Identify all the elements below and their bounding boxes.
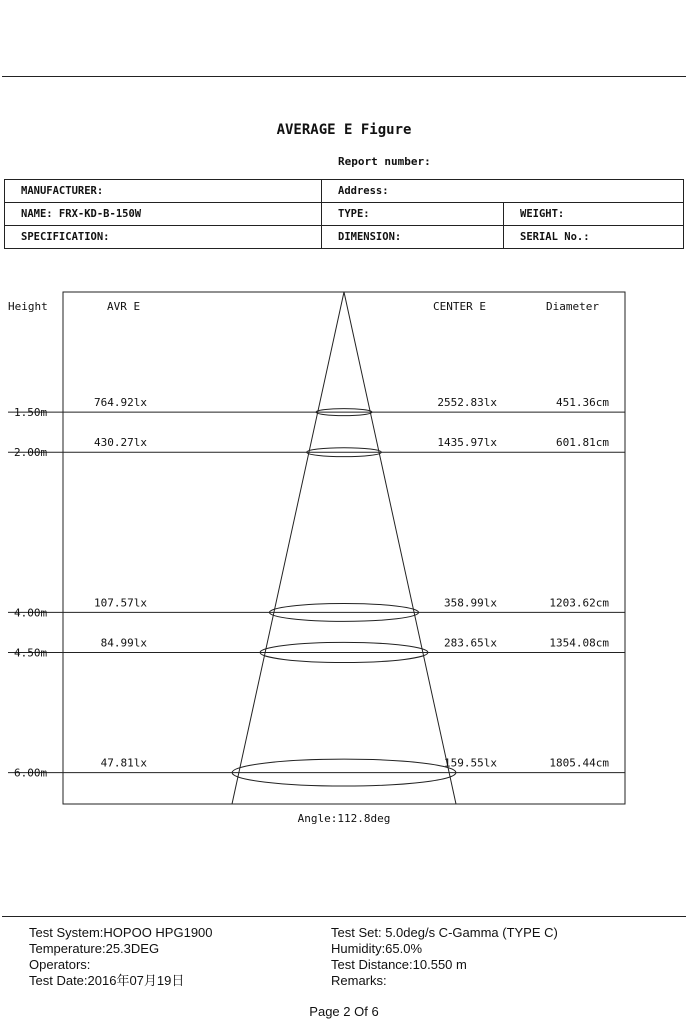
temperature: Temperature:25.3DEG — [29, 941, 160, 956]
operators: Operators: — [29, 957, 91, 972]
height-label: 4.00m — [14, 606, 48, 620]
footer-rule — [2, 916, 686, 917]
remarks: Remarks: — [331, 973, 387, 988]
avr-e-value: 430.27lx — [94, 436, 147, 450]
diameter-value: 1354.08cm — [549, 636, 609, 650]
name-cell: NAME: FRX-KD-B-150W — [5, 203, 322, 226]
height-label: 2.00m — [14, 446, 48, 460]
avr-e-value: 84.99lx — [100, 636, 147, 650]
center-e-value: 2552.83lx — [437, 396, 497, 410]
page-title: AVERAGE E Figure — [276, 122, 412, 138]
column-header-height: Height — [8, 300, 48, 313]
average-e-chart — [0, 285, 688, 830]
test-date: Test Date:2016年07月19日 — [29, 973, 185, 988]
dimension-cell: DIMENSION: — [322, 226, 504, 249]
column-header-avr-e: AVR E — [107, 300, 141, 313]
info-table — [4, 179, 684, 249]
center-e-value: 159.55lx — [444, 756, 497, 770]
diameter-value: 601.81cm — [556, 436, 609, 450]
serial-cell: SERIAL No.: — [504, 226, 684, 249]
test-system: Test System:HOPOO HPG1900 — [29, 925, 213, 940]
diameter-value: 451.36cm — [556, 396, 609, 410]
test-set: Test Set: 5.0deg/s C-Gamma (TYPE C) — [331, 925, 558, 940]
cone-right-edge — [344, 292, 456, 804]
height-label: 1.50m — [14, 406, 48, 420]
footer-right — [331, 925, 558, 989]
avr-e-value: 764.92lx — [94, 396, 147, 410]
address-cell: Address: — [322, 180, 684, 203]
cone-left-edge — [232, 292, 344, 804]
avr-e-value: 47.81lx — [100, 756, 147, 770]
beam-angle-label: Angle:112.8deg — [297, 812, 391, 825]
diameter-value: 1203.62cm — [549, 596, 609, 610]
center-e-value: 1435.97lx — [437, 436, 497, 450]
humidity: Humidity:65.0% — [331, 941, 423, 956]
footer-left — [29, 925, 213, 989]
weight-cell: WEIGHT: — [504, 203, 684, 226]
type-cell: TYPE: — [322, 203, 504, 226]
top-rule — [2, 76, 686, 77]
test-distance: Test Distance:10.550 m — [331, 957, 467, 972]
column-header-diameter: Diameter — [546, 300, 599, 313]
height-label: 6.00m — [14, 766, 48, 780]
column-header-center-e: CENTER E — [433, 300, 486, 313]
diameter-value: 1805.44cm — [549, 756, 609, 770]
level-rows — [8, 396, 625, 786]
avr-e-value: 107.57lx — [94, 596, 147, 610]
specification-cell: SPECIFICATION: — [5, 226, 322, 249]
height-label: 4.50m — [14, 646, 48, 660]
report-number-label: Report number: — [338, 155, 431, 168]
manufacturer-cell: MANUFACTURER: — [5, 180, 322, 203]
center-e-value: 283.65lx — [444, 636, 497, 650]
center-e-value: 358.99lx — [444, 596, 497, 610]
chart-frame — [63, 292, 625, 804]
page-number: Page 2 Of 6 — [309, 1004, 379, 1019]
